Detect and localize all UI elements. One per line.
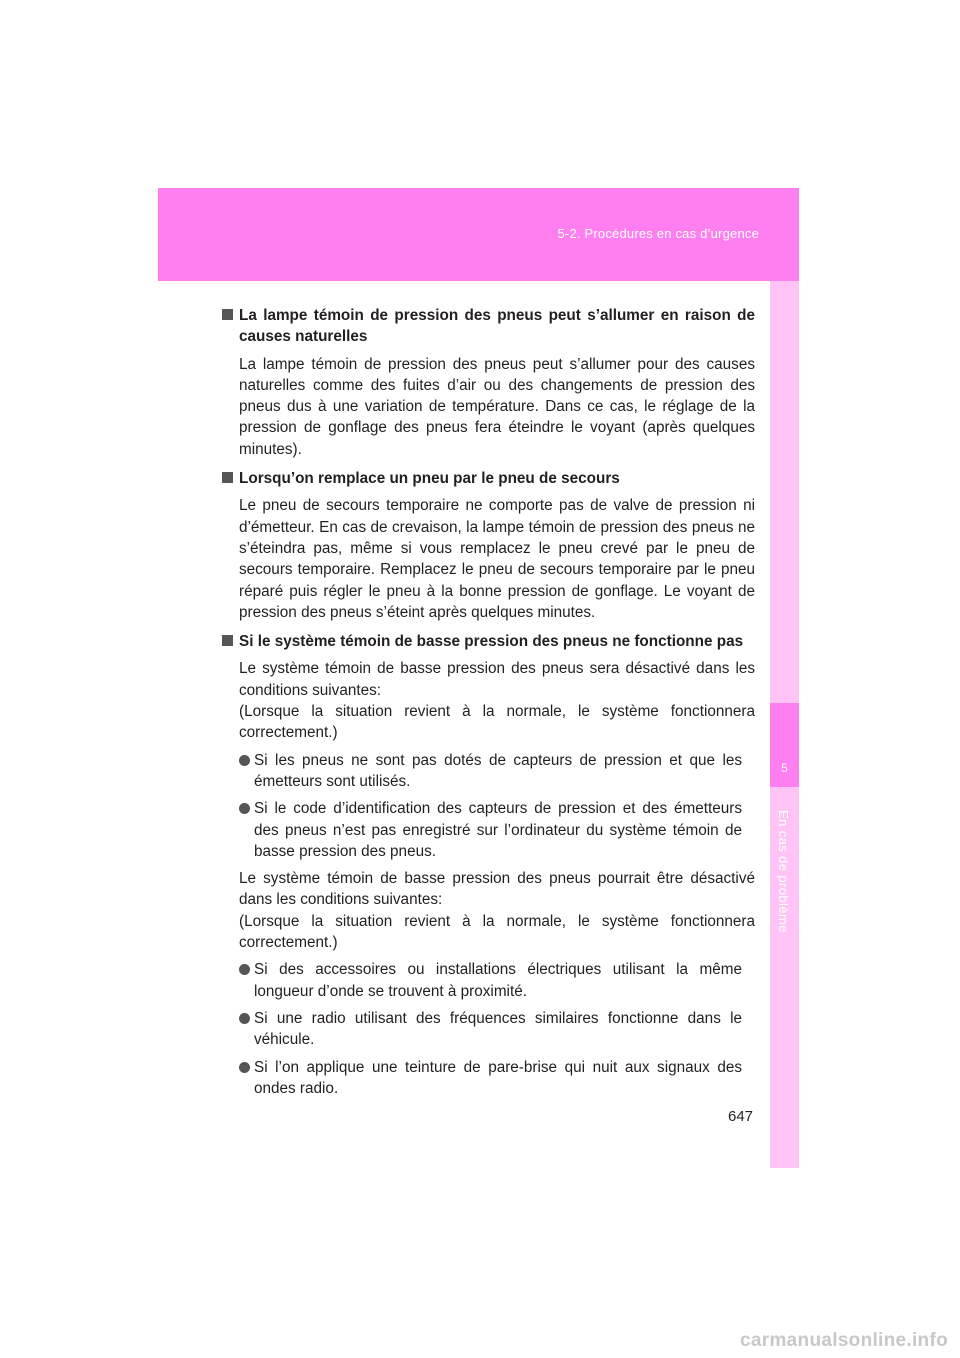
list-item: Si le code d’identification des capteurs de pression et des émetteurs des pneus n’est pas enregistré sur l’ordinateur du système témoin de basse pression des pneus.: [239, 798, 742, 862]
square-bullet-icon: [222, 472, 233, 483]
chapter-number: 5: [781, 761, 788, 775]
round-bullet-icon: [239, 1013, 250, 1024]
square-bullet-icon: [222, 309, 233, 320]
paragraph-line: Le système témoin de basse pression des pneus sera désactivé dans les conditions suivantes:: [239, 660, 755, 699]
header-band: [158, 188, 799, 281]
paragraph: [222, 658, 755, 743]
section-title: 5-2. Procédures en cas d’urgence: [557, 226, 759, 241]
list-item: Si une radio utilisant des fréquences similaires fonctionne dans le véhicule.: [239, 1008, 742, 1051]
bullet-list: [222, 750, 755, 862]
side-tab-upper: [770, 281, 799, 703]
paragraph: [222, 868, 755, 953]
watermark: carmanualsonline.info: [740, 1330, 948, 1351]
section-heading: La lampe témoin de pression des pneus peut s’allumer en raison de causes naturelles: [222, 305, 755, 348]
page-number: 647: [728, 1108, 754, 1125]
round-bullet-icon: [239, 964, 250, 975]
chapter-label: En cas de problème: [776, 810, 791, 933]
page-content: [222, 305, 755, 1107]
paragraph: La lampe témoin de pression des pneus peut s’allumer pour des causes naturelles comme des fuites d’air ou des changements de pression des pneus dus à une variation de température. Dans ce cas, le réglage de la pression de gonflage des pneus fera éteindre le voyant (après quelques minutes).: [239, 355, 755, 458]
list-item: Si l’on applique une teinture de pare-brise qui nuit aux signaux des ondes radio.: [239, 1057, 742, 1100]
section-heading: Si le système témoin de basse pression des pneus ne fonctionne pas: [222, 631, 755, 652]
section-spare-tire: [222, 468, 755, 623]
paragraph: Le pneu de secours temporaire ne comporte pas de valve de pression ni d’émetteur. En cas de crevaison, la lampe témoin de pression des pneus ne s’éteindra pas, même si vous remplacez le pneu crevé par le pneu de secours temporaire. Remplacez le pneu de secours temporaire par le pneu réparé puis régler le pneu à la bonne pression de gonflage. Le voyant de pression des pneus s’éteint après quelques minutes.: [239, 497, 755, 621]
square-bullet-icon: [222, 635, 233, 646]
list-item: Si des accessoires ou installations électriques utilisant la même longueur d’onde se trouvent à proximité.: [239, 959, 742, 1002]
paragraph-line: (Lorsque la situation revient à la normale, le système fonctionnera correctement.): [239, 703, 755, 742]
section-heading: Lorsqu’on remplace un pneu par le pneu de secours: [222, 468, 755, 489]
paragraph-line: Le système témoin de basse pression des pneus pourrait être désactivé dans les conditions suivantes:: [239, 870, 755, 909]
section-tire-lamp-natural-causes: [222, 305, 755, 460]
section-system-not-working: [222, 631, 755, 1099]
bullet-list: [222, 959, 755, 1099]
round-bullet-icon: [239, 803, 250, 814]
round-bullet-icon: [239, 755, 250, 766]
round-bullet-icon: [239, 1062, 250, 1073]
chapter-tab: [770, 703, 799, 787]
paragraph-line: (Lorsque la situation revient à la normale, le système fonctionnera correctement.): [239, 912, 755, 952]
list-item: Si les pneus ne sont pas dotés de capteurs de pression et que les émetteurs sont utilisés.: [239, 750, 742, 793]
